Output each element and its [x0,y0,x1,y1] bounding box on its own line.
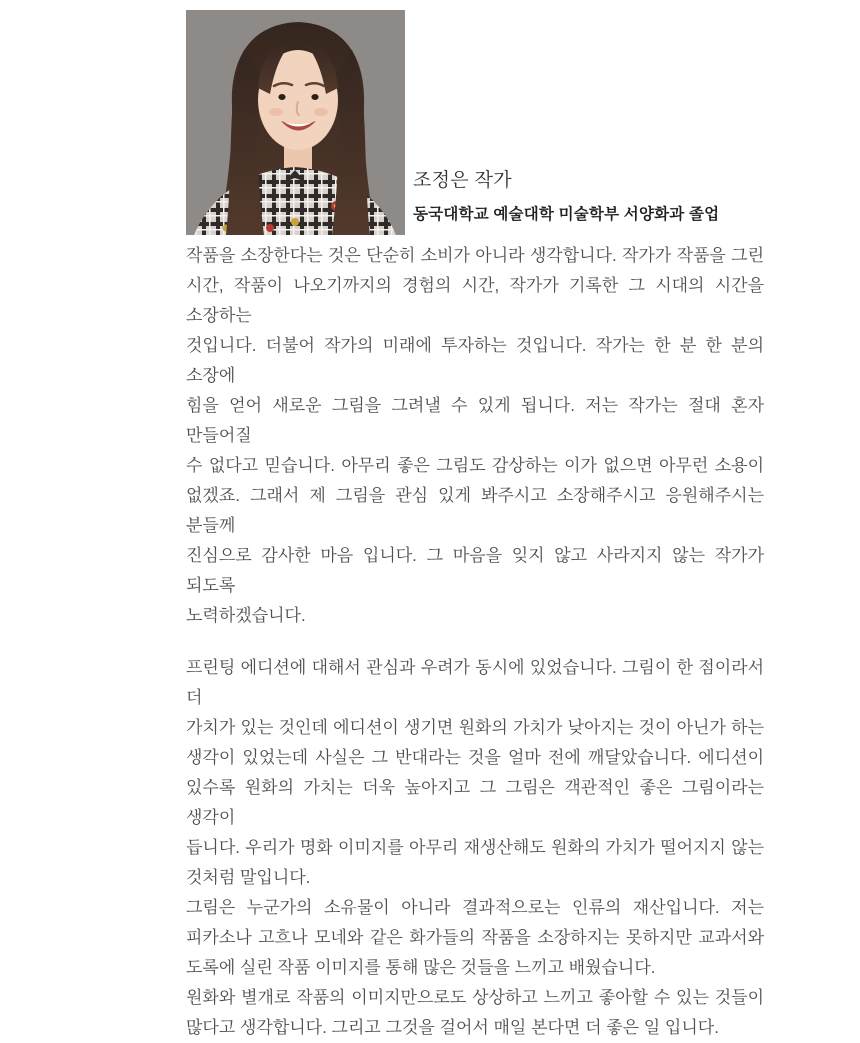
artist-portrait-image [186,10,405,235]
bio-line: 없겠죠. 그래서 제 그림을 관심 있게 봐주시고 소장해주시고 응원해주시는 분들께 [186,486,764,535]
bio-line: 피카소나 고흐나 모네와 같은 화가들의 작품을 소장하지는 못하지만 교과서와 [186,928,764,947]
bio-line: 수 없다고 믿습니다. 아무리 좋은 그림도 감상하는 이가 없으면 아무런 소용이 [186,456,764,475]
bio-line: 있수록 원화의 가치는 더욱 높아지고 그 그림은 객관적인 좋은 그림이라는 생각이 [186,778,764,827]
bio-line: 원화와 별개로 작품의 이미지만으로도 상상하고 느끼고 좋아할 수 있는 것들이 [186,988,764,1007]
bio-line: 많다고 생각합니다. 그리고 그것을 걸어서 매일 본다면 더 좋은 일 입니다. [186,1018,719,1037]
artist-education: 동국대학교 예술대학 미술학부 서양화과 졸업 [413,206,720,223]
bio-line: 노력하겠습니다. [186,606,306,625]
bio-line: 가치가 있는 것인데 에디션이 생기면 원화의 가치가 낮아지는 것이 아닌가 하는 [186,718,764,737]
bio-line: 것처럼 말입니다. [186,868,311,887]
artist-bio-text [186,241,764,1043]
bio-line: 진심으로 감사한 마음 입니다. 그 마음을 잊지 않고 사라지지 않는 작가가 되도록 [186,546,764,595]
bio-paragraph-2 [186,653,764,1043]
bio-line: 힘을 얻어 새로운 그림을 그려낼 수 있게 됩니다. 저는 작가는 절대 혼자 만들어질 [186,396,764,445]
artist-name: 조정은 작가 [413,170,512,191]
artist-photo [186,10,405,235]
bio-line: 그림은 누군가의 소유물이 아니라 결과적으로는 인류의 재산입니다. 저는 [186,898,764,917]
bio-paragraph-1 [186,241,764,631]
bio-line: 시간, 작품이 나오기까지의 경험의 시간, 작가가 기록한 그 시대의 시간을 소장하는 [186,276,764,325]
bio-line: 도록에 실린 작품 이미지를 통해 많은 것들을 느끼고 배웠습니다. [186,958,656,977]
bio-line: 프린팅 에디션에 대해서 관심과 우려가 동시에 있었습니다. 그림이 한 점이라서 더 [186,658,764,707]
bio-line: 것입니다. 더불어 작가의 미래에 투자하는 것입니다. 작가는 한 분 한 분의 소장에 [186,336,764,385]
bio-line: 생각이 있었는데 사실은 그 반대라는 것을 얼마 전에 깨달았습니다. 에디션이 [186,748,764,767]
bio-line: 듭니다. 우리가 명화 이미지를 아무리 재생산해도 원화의 가치가 떨어지지 않는 [186,838,764,857]
bio-line: 작품을 소장한다는 것은 단순히 소비가 아니라 생각합니다. 작가가 작품을 그린 [186,246,764,265]
